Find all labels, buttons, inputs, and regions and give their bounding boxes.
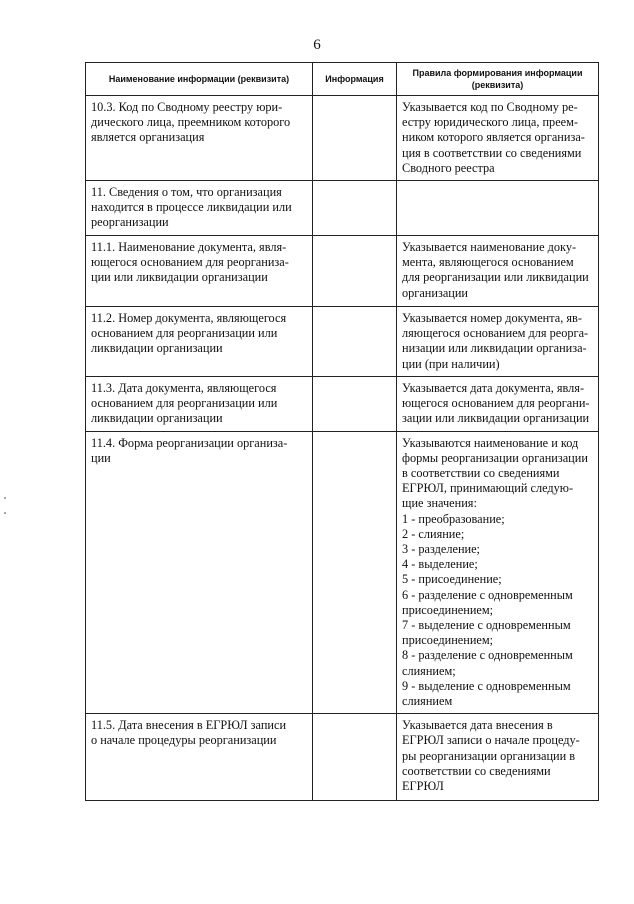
requisite-name-line: 11.5. Дата внесения в ЕГРЮЛ записи [91, 718, 287, 733]
formation-rule-line: ющегося основанием для реоргани- [402, 396, 590, 411]
formation-rule-line: в соответствии со сведениями [402, 466, 560, 481]
formation-rule-line: естру юридического лица, преем- [402, 115, 578, 130]
formation-rule-line: 2 - слияние; [402, 526, 465, 541]
information-cell [313, 714, 397, 801]
formation-rule-line: ЕГРЮЛ записи о начале процеду- [402, 733, 580, 748]
information-cell [313, 431, 397, 714]
header-name: Наименование информации (реквизита) [86, 63, 313, 96]
requisite-name-line: основанием для реорганизации или [91, 326, 278, 341]
formation-rule-line: Указывается номер документа, яв- [402, 311, 582, 326]
formation-rule-line: 6 - разделение с одновременным [402, 587, 573, 602]
requisite-name-line: ции [91, 450, 111, 465]
requisite-name-line: находится в процессе ликвидации или [91, 200, 292, 215]
requisite-name-line: ющегося основанием для реорганиза- [91, 255, 289, 270]
formation-rule-line: присоединением; [402, 602, 494, 617]
formation-rules-cell [397, 181, 599, 236]
formation-rule-line: формы реорганизации организации [402, 450, 588, 465]
formation-rule-line: 4 - выделение; [402, 557, 478, 572]
header-info: Информация [313, 63, 397, 96]
scan-artifact-dot [4, 512, 6, 514]
formation-rule-line: организации [402, 285, 469, 300]
header-rules: Правила формирования информации (реквизита) [397, 63, 599, 96]
requisite-name-line: 10.3. Код по Сводному реестру юри- [91, 100, 283, 114]
formation-rules-cell [397, 431, 599, 714]
information-cell [313, 181, 397, 236]
requisite-name-line: реорганизации [91, 215, 169, 230]
formation-rule-line: низации или ликвидации организа- [402, 341, 587, 356]
formation-rule-line: ником которого является организа- [402, 130, 585, 145]
formation-rule-line: ция в соответствии со сведениями [402, 145, 582, 160]
formation-rule-line: ЕГРЮЛ, принимающий следую- [402, 481, 574, 496]
formation-rules-cell [397, 236, 599, 307]
formation-rules-cell [397, 714, 599, 801]
formation-rule-line: слиянием; [402, 663, 456, 678]
formation-rule-line: ры реорганизации организации в [402, 748, 576, 763]
formation-rule-line: ляющегося основанием для реорга- [402, 326, 589, 341]
formation-rule-line: 1 - преобразование; [402, 511, 505, 526]
formation-rule-line: 5 - присоединение; [402, 572, 502, 587]
table-row [86, 96, 599, 181]
table-row [86, 181, 599, 236]
formation-rule-line: зации или ликвидации организации [402, 411, 590, 426]
table-row [86, 236, 599, 307]
formation-rule-line: 8 - разделение с одновременным [402, 648, 573, 663]
requisites-table [85, 62, 599, 801]
table-row [86, 431, 599, 714]
requisite-name-cell [86, 236, 313, 307]
requisite-name-cell [86, 307, 313, 377]
information-cell [313, 96, 397, 181]
formation-rule-line: 3 - разделение; [402, 542, 480, 557]
formation-rule-line: Указываются наименование и код [402, 435, 579, 450]
requisite-name-line: 11.3. Дата документа, являющегося [91, 381, 277, 396]
formation-rule-line: Указывается дата документа, явля- [402, 381, 585, 396]
requisite-name-line: дического лица, преемником которого [91, 115, 291, 130]
formation-rule-line: Сводного реестра [402, 160, 495, 175]
formation-rule-line: мента, являющегося основанием [402, 255, 574, 270]
information-cell [313, 377, 397, 432]
requisite-name-line: 11. Сведения о том, что организация [91, 185, 282, 200]
formation-rule-line: ции (при наличии) [402, 356, 500, 371]
formation-rule-line: ЕГРЮЛ [402, 779, 444, 794]
requisite-name-line: 11.4. Форма реорганизации организа- [91, 435, 288, 450]
requisite-name-line: ции или ликвидации организации [91, 270, 268, 285]
formation-rules-cell [397, 377, 599, 432]
formation-rule-line: Указывается дата внесения в [402, 718, 553, 733]
requisite-name-line: ликвидации организации [91, 341, 223, 356]
requisite-name-cell [86, 181, 313, 236]
formation-rule-line: Указывается код по Сводному ре- [402, 100, 578, 114]
requisite-name-cell [86, 377, 313, 432]
table-row [86, 714, 599, 801]
formation-rule-line: 9 - выделение с одновременным [402, 678, 571, 693]
formation-rule-line: соответствии со сведениями [402, 763, 551, 778]
requisite-name-line: 11.2. Номер документа, являющегося [91, 311, 287, 326]
table-row [86, 377, 599, 432]
requisite-name-line: основанием для реорганизации или [91, 396, 278, 411]
requisite-name-line: является организация [91, 130, 205, 145]
requisite-name-cell [86, 96, 313, 181]
requisite-name-cell [86, 714, 313, 801]
requisite-name-line: о начале процедуры реорганизации [91, 733, 277, 748]
table-header-row [86, 63, 599, 96]
requisite-name-line: 11.1. Наименование документа, явля- [91, 240, 287, 255]
table-row [86, 307, 599, 377]
formation-rules-cell [397, 96, 599, 181]
formation-rule-line: слиянием [402, 694, 453, 709]
formation-rule-line: Указывается наименование доку- [402, 240, 577, 255]
information-cell [313, 307, 397, 377]
formation-rule-line: для реорганизации или ликвидации [402, 270, 589, 285]
formation-rule-line: 7 - выделение с одновременным [402, 618, 571, 633]
information-cell [313, 236, 397, 307]
formation-rule-line: щие значения: [402, 496, 477, 511]
formation-rule-line: присоединением; [402, 633, 494, 648]
formation-rules-cell [397, 307, 599, 377]
requisite-name-cell [86, 431, 313, 714]
scan-artifact-dot [4, 497, 6, 499]
requisite-name-line: ликвидации организации [91, 411, 223, 426]
page-number: 6 [313, 37, 321, 53]
